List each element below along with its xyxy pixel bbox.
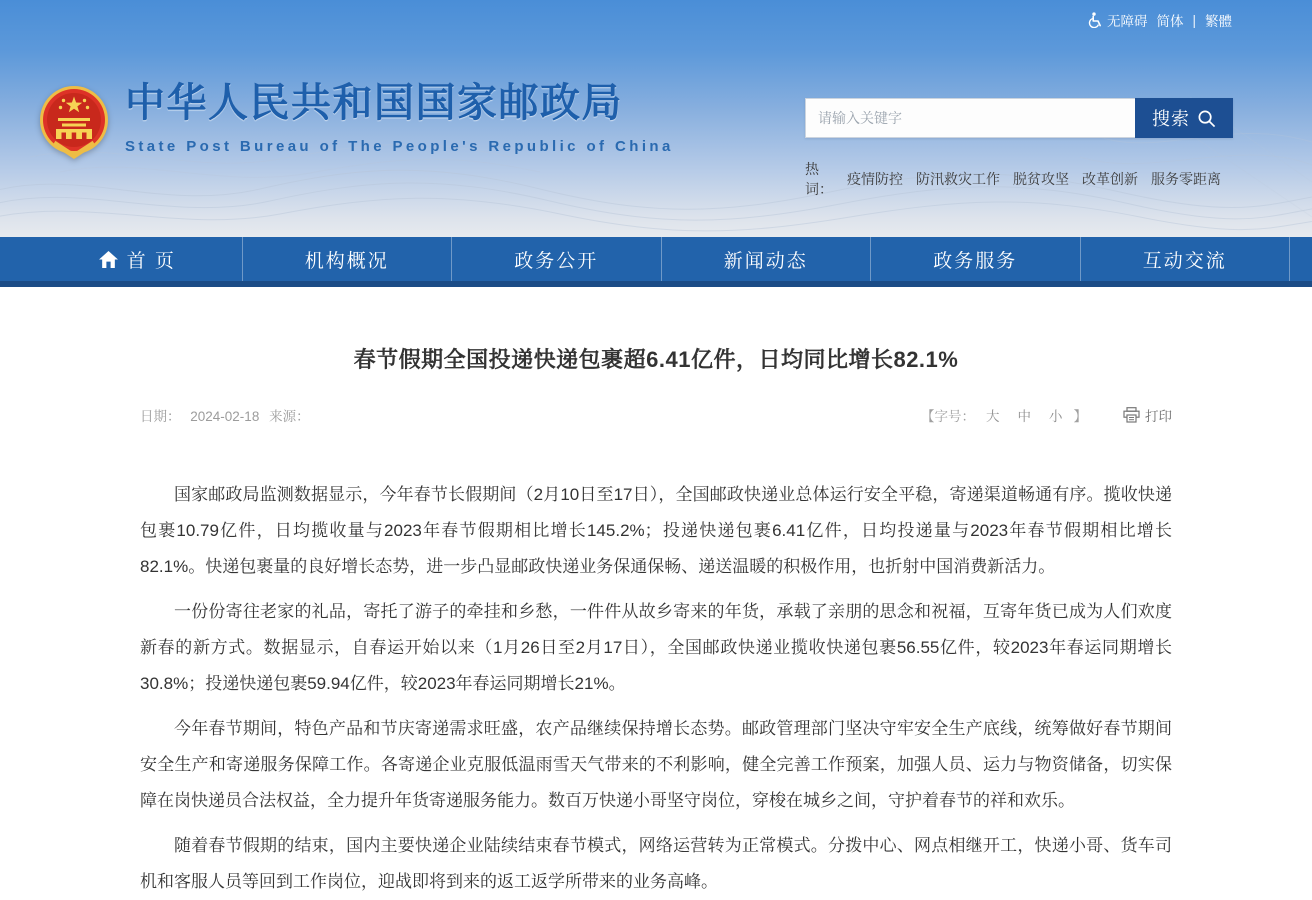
- accessibility-label: 无障碍: [1106, 14, 1148, 29]
- fontsize-suffix: 】: [1073, 409, 1087, 424]
- article-paragraph: 随着春节假期的结束，国内主要快递企业陆续结束春节模式，网络运营转为正常模式。分拨中心、网点相继开工，快递小哥、货车司机和客服人员等回到工作岗位，迎战即将到来的返工返学所带来的业务高峰。: [140, 836, 1172, 891]
- fontsize-prefix: 【字号：: [921, 409, 975, 424]
- nav-item-label: 新闻动态: [723, 250, 808, 272]
- article-meta-left: [140, 405, 316, 425]
- article-paragraph: 一份份寄往老家的礼品，寄托了游子的牵挂和乡愁，一件件从故乡寄来的年货，承载了亲朋的思念和祝福，互寄年货已成为人们欢度新春的新方式。数据显示，自春运开始以来（1月26日至2月17日），全国邮政快递业揽收快递包裹56.55亿件，较2023年春运同期增长30.8%；投递快递包裹59.94亿件，较2023年春运同期增长21%。: [140, 602, 1172, 693]
- hotwords-label: 热词：: [805, 161, 833, 197]
- search-input[interactable]: [805, 98, 1135, 138]
- hotword-link[interactable]: 防汛救灾工作: [916, 171, 1000, 187]
- nav-item-about[interactable]: [243, 237, 453, 281]
- nav-item-label: 机构概况: [304, 250, 389, 272]
- fontsize-medium-button[interactable]: 中: [1017, 409, 1031, 424]
- date-label: 日期：: [140, 409, 181, 424]
- article-paragraph: 国家邮政局监测数据显示，今年春节长假期间（2月10日至17日），全国邮政快递业总体运行安全平稳，寄递渠道畅通有序。揽收快递包裹10.79亿件，日均揽收量与2023年春节假期相比增长145.2%；投递快递包裹6.41亿件，日均投递量与2023年春节假期相比增长82.1%。快递包裹量的良好增长态势，进一步凸显邮政快递业务保通保畅、递送温暖的积极作用，也折射中国消费新活力。: [140, 485, 1172, 576]
- hotword-link[interactable]: 脱贫攻坚: [1013, 171, 1069, 187]
- nav-item-gov-services[interactable]: [871, 237, 1081, 281]
- search-row: [805, 98, 1233, 138]
- nav-item-label: 政务服务: [933, 250, 1018, 272]
- accessibility-link[interactable]: [1088, 10, 1148, 30]
- article-paragraph: 今年春节期间，特色产品和节庆寄递需求旺盛，农产品继续保持增长态势。邮政管理部门坚决守牢安全生产底线，统筹做好春节期间安全生产和寄递服务保障工作。各寄递企业克服低温雨雪天气带来的不利影响，健全完善工作预案，加强人员、运力与物资储备，切实保障在岗快递员合法权益，全力提升年货寄递服务能力。数百万快递小哥坚守岗位，穿梭在城乡之间，守护着春节的祥和欢乐。: [140, 719, 1172, 810]
- brand-text: [125, 80, 674, 155]
- site-brand[interactable]: [38, 80, 674, 166]
- article: [140, 343, 1172, 900]
- nav-item-interaction[interactable]: [1081, 237, 1291, 281]
- main-navigation: [0, 237, 1312, 287]
- home-icon: [99, 251, 118, 268]
- article-meta-bar: [140, 405, 1172, 425]
- search-button[interactable]: [1135, 98, 1233, 138]
- hotword-link[interactable]: 服务零距离: [1151, 171, 1221, 187]
- nav-item-label: 政务公开: [514, 250, 599, 272]
- nav-item-gov-disclosure[interactable]: [452, 237, 662, 281]
- fontsize-small-button[interactable]: 小: [1049, 409, 1063, 424]
- national-emblem-logo: [38, 80, 110, 166]
- topbar: [1088, 10, 1232, 30]
- search-icon: [1197, 109, 1216, 128]
- search-area: [805, 98, 1233, 199]
- nav-item-home[interactable]: [33, 237, 243, 281]
- site-title: 中华人民共和国国家邮政局: [125, 81, 623, 125]
- simplified-chinese-link[interactable]: 简体: [1156, 14, 1184, 29]
- site-subtitle: State Post Bureau of The People's Republic of China: [125, 138, 674, 155]
- hotword-link[interactable]: 疫情防控: [847, 171, 903, 187]
- hotword-link[interactable]: 改革创新: [1082, 171, 1138, 187]
- print-label: 打印: [1145, 409, 1172, 424]
- print-button[interactable]: [1123, 405, 1172, 425]
- traditional-chinese-link[interactable]: 繁體: [1205, 14, 1232, 29]
- nav-item-label: 首 页: [126, 250, 176, 272]
- nav-item-label: 互动交流: [1142, 250, 1227, 272]
- main-content: [0, 287, 1312, 900]
- fontsize-large-button[interactable]: 大: [986, 409, 1000, 424]
- date-value: 2024-02-18: [190, 409, 260, 424]
- topbar-divider: |: [1192, 12, 1196, 28]
- article-tools: [919, 405, 1172, 425]
- printer-icon: [1123, 407, 1140, 423]
- search-button-label: 搜索: [1152, 109, 1190, 129]
- source-label: 来源：: [269, 409, 310, 424]
- article-title: 春节假期全国投递快递包裹超6.41亿件，日均同比增长82.1%: [353, 347, 959, 372]
- article-body: [140, 477, 1172, 900]
- nav-item-news[interactable]: [662, 237, 872, 281]
- hotwords-bar: [805, 159, 1233, 199]
- wheelchair-icon: [1088, 12, 1102, 28]
- site-header: [0, 0, 1312, 237]
